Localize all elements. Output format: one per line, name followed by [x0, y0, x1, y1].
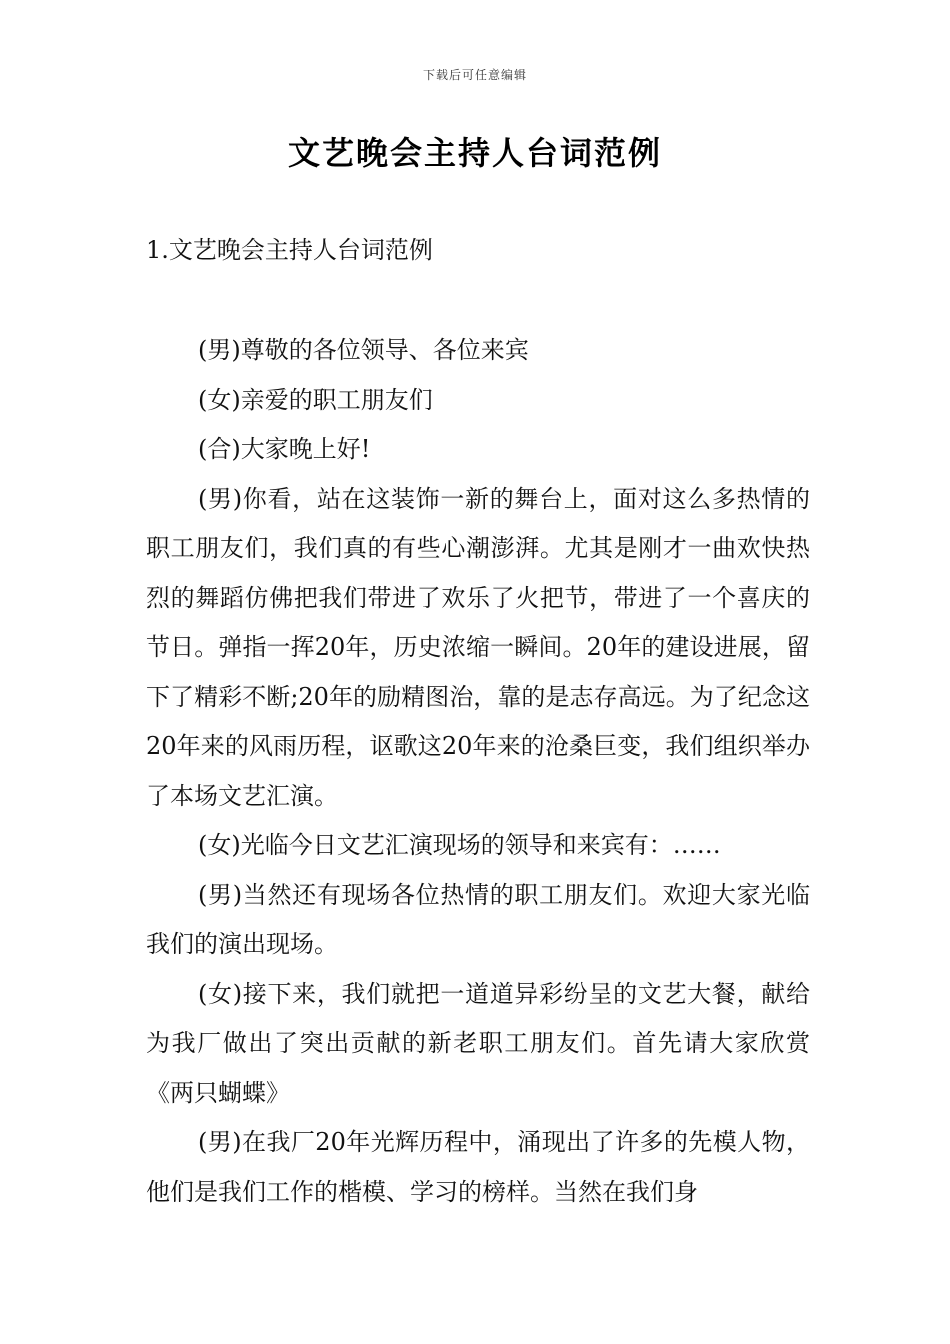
document-body [146, 326, 810, 1217]
paragraph: (合)大家晚上好! [198, 435, 371, 463]
paragraph: (女)亲爱的职工朋友们 [198, 385, 433, 414]
paragraph: (女)光临今日文艺汇演现场的领导和来宾有：…… [198, 831, 721, 859]
header-note: 下载后可任意编辑 [422, 68, 527, 82]
paragraph: (男)在我厂20年光辉历程中，涌现出了许多的先模人物，他们是我们工作的楷模、学习的榜样。当然在我们身 [146, 1128, 810, 1206]
paragraph: (男)当然还有现场各位热情的职工朋友们。欢迎大家光临我们的演出现场。 [146, 880, 810, 958]
paragraph: (女)接下来，我们就把一道道异彩纷呈的文艺大餐，献给为我厂做出了突出贡献的新老职工朋友们。首先请大家欣赏《两只蝴蝶》 [146, 979, 810, 1107]
paragraph: (男)你看，站在这装饰一新的舞台上，面对这么多热情的职工朋友们，我们真的有些心潮澎湃。尤其是刚才一曲欢快热烈的舞蹈仿佛把我们带进了欢乐了火把节，带进了一个喜庆的节日。弹指一挥20年，历史浓缩一瞬间。20年的建设进展，留下了精彩不断;20年的励精图治，靠的是志存高远。为了纪念这20年来的风雨历程，讴歌这20年来的沧桑巨变，我们组织举办了本场文艺汇演。 [146, 484, 810, 810]
section-heading: 1.文艺晚会主持人台词范例 [146, 236, 433, 264]
paragraph: (男)尊敬的各位领导、各位来宾 [198, 336, 529, 364]
document-title: 文艺晚会主持人台词范例 [287, 134, 662, 172]
